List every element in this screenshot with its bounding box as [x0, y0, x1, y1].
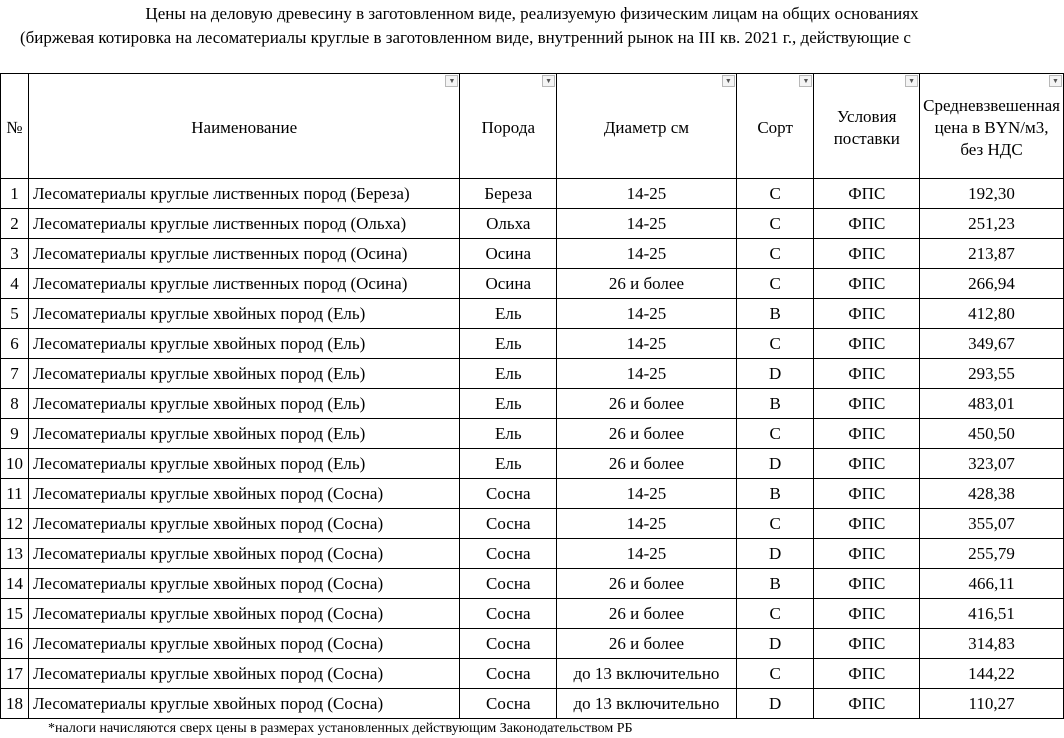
cell-num[interactable]: 10 — [1, 449, 29, 479]
cell-name[interactable]: Лесоматериалы круглые хвойных пород (Ель) — [28, 299, 460, 329]
cell-diameter[interactable]: 14-25 — [557, 299, 737, 329]
cell-name[interactable]: Лесоматериалы круглые хвойных пород (Ель) — [28, 389, 460, 419]
cell-num[interactable]: 6 — [1, 329, 29, 359]
cell-price[interactable]: 323,07 — [920, 449, 1064, 479]
header-cell-num[interactable] — [1, 74, 29, 179]
table-row — [1, 629, 1064, 659]
cell-price[interactable]: 293,55 — [920, 359, 1064, 389]
cell-price[interactable]: 213,87 — [920, 239, 1064, 269]
table-row — [1, 209, 1064, 239]
cell-name[interactable]: Лесоматериалы круглые хвойных пород (Сосна) — [28, 689, 460, 719]
cell-species[interactable]: Ель — [460, 419, 557, 449]
cell-name[interactable]: Лесоматериалы круглые хвойных пород (Сосна) — [28, 659, 460, 689]
cell-name[interactable]: Лесоматериалы круглые хвойных пород (Ель) — [28, 419, 460, 449]
cell-num[interactable]: 7 — [1, 359, 29, 389]
cell-name[interactable]: Лесоматериалы круглые лиственных пород (Ольха) — [28, 209, 460, 239]
cell-price[interactable]: 355,07 — [920, 509, 1064, 539]
cell-species[interactable]: Береза — [460, 179, 557, 209]
cell-delivery[interactable]: ФПС — [814, 269, 920, 299]
cell-price[interactable]: 251,23 — [920, 209, 1064, 239]
cell-num[interactable]: 5 — [1, 299, 29, 329]
cell-grade[interactable]: C — [736, 419, 814, 449]
cell-grade[interactable]: B — [736, 389, 814, 419]
cell-diameter[interactable]: 14-25 — [557, 179, 737, 209]
title-line-2: (биржевая котировка на лесоматериалы круглые в заготовленном виде, внутренний рынок на III кв. 2021 г., действующие с — [20, 28, 911, 47]
table-row — [1, 449, 1064, 479]
cell-grade[interactable]: C — [736, 239, 814, 269]
cell-price[interactable]: 192,30 — [920, 179, 1064, 209]
table-body — [1, 179, 1064, 719]
cell-diameter[interactable]: до 13 включительно — [557, 689, 737, 719]
table-row — [1, 539, 1064, 569]
cell-name[interactable]: Лесоматериалы круглые лиственных пород (Береза) — [28, 179, 460, 209]
cell-grade[interactable]: C — [736, 509, 814, 539]
cell-diameter[interactable]: 26 и более — [557, 599, 737, 629]
cell-species[interactable]: Ель — [460, 299, 557, 329]
cell-delivery[interactable]: ФПС — [814, 359, 920, 389]
table-row — [1, 329, 1064, 359]
cell-grade[interactable]: D — [736, 449, 814, 479]
table-row — [1, 689, 1064, 719]
header-price-label: Средневзвешенная цена в BYN/м3, без НДС — [923, 96, 1060, 159]
cell-diameter[interactable]: до 13 включительно — [557, 659, 737, 689]
cell-species[interactable]: Сосна — [460, 659, 557, 689]
cell-grade[interactable]: D — [736, 359, 814, 389]
table-row — [1, 389, 1064, 419]
table-row — [1, 569, 1064, 599]
cell-name[interactable]: Лесоматериалы круглые хвойных пород (Сосна) — [28, 599, 460, 629]
cell-grade[interactable]: B — [736, 299, 814, 329]
cell-price[interactable]: 466,11 — [920, 569, 1064, 599]
header-cell-diameter[interactable] — [557, 74, 737, 179]
cell-delivery[interactable]: ФПС — [814, 569, 920, 599]
cell-delivery[interactable]: ФПС — [814, 539, 920, 569]
cell-grade[interactable]: B — [736, 479, 814, 509]
cell-grade[interactable]: C — [736, 599, 814, 629]
cell-num[interactable]: 8 — [1, 389, 29, 419]
cell-name[interactable]: Лесоматериалы круглые лиственных пород (Осина) — [28, 239, 460, 269]
cell-name[interactable]: Лесоматериалы круглые хвойных пород (Сосна) — [28, 629, 460, 659]
cell-species[interactable]: Сосна — [460, 629, 557, 659]
table-row — [1, 479, 1064, 509]
price-table — [0, 73, 1064, 719]
cell-diameter[interactable]: 26 и более — [557, 449, 737, 479]
cell-num[interactable]: 4 — [1, 269, 29, 299]
cell-num[interactable]: 11 — [1, 479, 29, 509]
header-grade-label: Сорт — [757, 118, 793, 137]
cell-price[interactable]: 483,01 — [920, 389, 1064, 419]
cell-delivery[interactable]: ФПС — [814, 419, 920, 449]
cell-diameter[interactable]: 14-25 — [557, 539, 737, 569]
table-row — [1, 599, 1064, 629]
header-cell-species[interactable] — [460, 74, 557, 179]
cell-num[interactable]: 1 — [1, 179, 29, 209]
cell-price[interactable]: 416,51 — [920, 599, 1064, 629]
cell-species[interactable]: Осина — [460, 239, 557, 269]
cell-price[interactable]: 266,94 — [920, 269, 1064, 299]
cell-num[interactable]: 16 — [1, 629, 29, 659]
cell-delivery[interactable]: ФПС — [814, 329, 920, 359]
cell-grade[interactable]: C — [736, 659, 814, 689]
cell-grade[interactable]: D — [736, 689, 814, 719]
cell-name[interactable]: Лесоматериалы круглые хвойных пород (Сосна) — [28, 479, 460, 509]
cell-species[interactable]: Сосна — [460, 569, 557, 599]
cell-delivery[interactable]: ФПС — [814, 599, 920, 629]
table-row — [1, 509, 1064, 539]
table-row — [1, 179, 1064, 209]
header-cell-grade[interactable] — [736, 74, 814, 179]
header-num-label: № — [6, 118, 23, 137]
cell-price[interactable]: 255,79 — [920, 539, 1064, 569]
cell-delivery[interactable]: ФПС — [814, 659, 920, 689]
cell-species[interactable]: Сосна — [460, 689, 557, 719]
table-row — [1, 359, 1064, 389]
cell-diameter[interactable]: 26 и более — [557, 419, 737, 449]
filter-dropdown-icon[interactable]: ▼ — [799, 75, 812, 87]
cell-num[interactable]: 17 — [1, 659, 29, 689]
cell-delivery[interactable]: ФПС — [814, 179, 920, 209]
cell-price[interactable]: 144,22 — [920, 659, 1064, 689]
cell-diameter[interactable]: 14-25 — [557, 239, 737, 269]
cell-species[interactable]: Осина — [460, 269, 557, 299]
header-diameter-label: Диаметр см — [603, 118, 690, 137]
cell-species[interactable]: Сосна — [460, 539, 557, 569]
header-cell-delivery[interactable] — [814, 74, 920, 179]
cell-diameter[interactable]: 26 и более — [557, 389, 737, 419]
cell-delivery[interactable]: ФПС — [814, 629, 920, 659]
cell-num[interactable]: 13 — [1, 539, 29, 569]
cell-delivery[interactable]: ФПС — [814, 239, 920, 269]
header-delivery-label: Условия поставки — [833, 107, 900, 148]
cell-species[interactable]: Ольха — [460, 209, 557, 239]
table-row — [1, 419, 1064, 449]
cell-price[interactable]: 349,67 — [920, 329, 1064, 359]
cell-grade[interactable]: C — [736, 329, 814, 359]
cell-num[interactable]: 14 — [1, 569, 29, 599]
cell-name[interactable]: Лесоматериалы круглые хвойных пород (Сосна) — [28, 569, 460, 599]
header-cell-name[interactable] — [28, 74, 460, 179]
cell-delivery[interactable]: ФПС — [814, 479, 920, 509]
cell-delivery[interactable]: ФПС — [814, 449, 920, 479]
cell-diameter[interactable]: 14-25 — [557, 329, 737, 359]
cell-price[interactable]: 450,50 — [920, 419, 1064, 449]
cell-delivery[interactable]: ФПС — [814, 209, 920, 239]
cell-diameter[interactable]: 26 и более — [557, 569, 737, 599]
title-line-1: Цены на деловую древесину в заготовленном виде, реализуемую физическим лицам на общих основаниях — [145, 4, 919, 23]
cell-species[interactable]: Сосна — [460, 599, 557, 629]
cell-grade[interactable]: C — [736, 269, 814, 299]
cell-species[interactable]: Ель — [460, 329, 557, 359]
cell-price[interactable]: 110,27 — [920, 689, 1064, 719]
cell-species[interactable]: Ель — [460, 389, 557, 419]
cell-num[interactable]: 18 — [1, 689, 29, 719]
cell-grade[interactable]: C — [736, 179, 814, 209]
cell-diameter[interactable]: 26 и более — [557, 629, 737, 659]
cell-num[interactable]: 3 — [1, 239, 29, 269]
table-row — [1, 239, 1064, 269]
cell-name[interactable]: Лесоматериалы круглые лиственных пород (Осина) — [28, 269, 460, 299]
cell-diameter[interactable]: 14-25 — [557, 509, 737, 539]
cell-diameter[interactable]: 14-25 — [557, 479, 737, 509]
cell-species[interactable]: Ель — [460, 449, 557, 479]
table-row — [1, 299, 1064, 329]
header-name-label: Наименование — [191, 118, 298, 137]
cell-species[interactable]: Сосна — [460, 509, 557, 539]
cell-name[interactable]: Лесоматериалы круглые хвойных пород (Сосна) — [28, 539, 460, 569]
cell-diameter[interactable]: 14-25 — [557, 359, 737, 389]
cell-species[interactable]: Сосна — [460, 479, 557, 509]
cell-num[interactable]: 12 — [1, 509, 29, 539]
cell-diameter[interactable]: 14-25 — [557, 209, 737, 239]
cell-species[interactable]: Ель — [460, 359, 557, 389]
cell-num[interactable]: 2 — [1, 209, 29, 239]
cell-grade[interactable]: C — [736, 209, 814, 239]
cell-price[interactable]: 412,80 — [920, 299, 1064, 329]
cell-delivery[interactable]: ФПС — [814, 509, 920, 539]
cell-name[interactable]: Лесоматериалы круглые хвойных пород (Сосна) — [28, 509, 460, 539]
table-row — [1, 269, 1064, 299]
cell-delivery[interactable]: ФПС — [814, 389, 920, 419]
cell-price[interactable]: 314,83 — [920, 629, 1064, 659]
cell-grade[interactable]: B — [736, 569, 814, 599]
header-cell-price[interactable] — [920, 74, 1064, 179]
filter-dropdown-icon[interactable]: ▼ — [1049, 75, 1062, 87]
table-row — [1, 659, 1064, 689]
filter-dropdown-icon[interactable]: ▼ — [722, 75, 735, 87]
cell-diameter[interactable]: 26 и более — [557, 269, 737, 299]
cell-num[interactable]: 9 — [1, 419, 29, 449]
filter-dropdown-icon[interactable]: ▼ — [905, 75, 918, 87]
cell-delivery[interactable]: ФПС — [814, 689, 920, 719]
cell-name[interactable]: Лесоматериалы круглые хвойных пород (Ель) — [28, 359, 460, 389]
cell-name[interactable]: Лесоматериалы круглые хвойных пород (Ель) — [28, 329, 460, 359]
cell-price[interactable]: 428,38 — [920, 479, 1064, 509]
cell-grade[interactable]: D — [736, 539, 814, 569]
header-row — [1, 74, 1064, 179]
header-species-label: Порода — [481, 118, 536, 137]
cell-grade[interactable]: D — [736, 629, 814, 659]
filter-dropdown-icon[interactable]: ▼ — [445, 75, 458, 87]
cell-num[interactable]: 15 — [1, 599, 29, 629]
filter-dropdown-icon[interactable]: ▼ — [542, 75, 555, 87]
cell-name[interactable]: Лесоматериалы круглые хвойных пород (Ель) — [28, 449, 460, 479]
footnote: *налоги начисляются сверх цены в размерах установленных действующим Законодательством РБ — [48, 721, 633, 736]
cell-delivery[interactable]: ФПС — [814, 299, 920, 329]
